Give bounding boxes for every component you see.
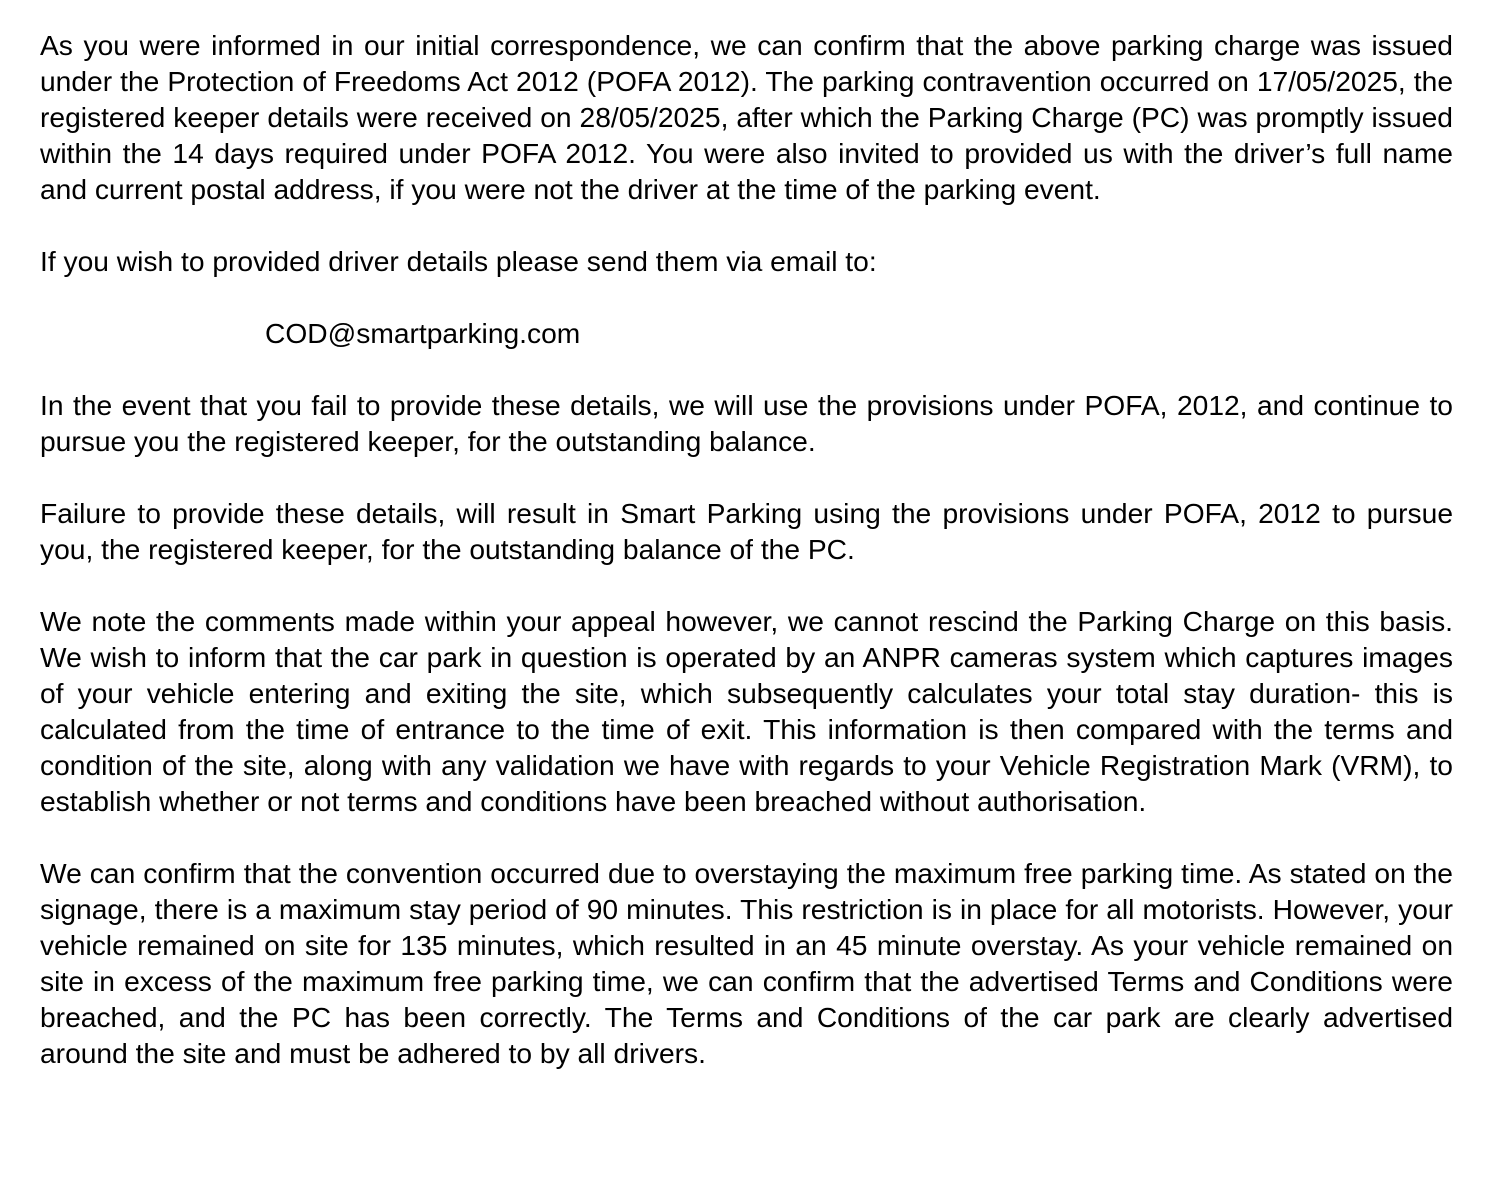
paragraph-driver-details-request: If you wish to provided driver details please send them via email to: bbox=[40, 245, 877, 277]
paragraph-failure-provisions: In the event that you fail to provide these details, we will use the provisions under POFA, 2012, and continue to pursue you the registered keeper, for the outstanding balance. bbox=[40, 389, 1453, 457]
paragraph-appeal-response: We note the comments made within your appeal however, we cannot rescind the Parking Charge on this basis. We wish to inform that the car park in question is operated by an ANPR cameras system which captures images of your vehicle entering and exiting the site, which subsequently calculates your total stay duration- this is calculated from the time of entrance to the time of exit. This information is then compared with the terms and condition of the site, along with any validation we have with regards to your Vehicle Registration Mark (VRM), to establish whether or not terms and conditions have been breached without authorisation. bbox=[40, 605, 1453, 817]
email-address[interactable]: COD@smartparking.com bbox=[265, 317, 581, 349]
paragraph-failure-result: Failure to provide these details, will result in Smart Parking using the provisions under POFA, 2012 to pursue you, the registered keeper, for the outstanding balance of the PC. bbox=[40, 497, 1453, 565]
paragraph-overstay-confirmation: We can confirm that the convention occurred due to overstaying the maximum free parking time. As stated on the signage, there is a maximum stay period of 90 minutes. This restriction is in place for all motorists. However, your vehicle remained on site for 135 minutes, which resulted in an 45 minute overstay. As your vehicle remained on site in excess of the maximum free parking time, we can confirm that the advertised Terms and Conditions were breached, and the PC has been correctly. The Terms and Conditions of the car park are clearly advertised around the site and must be adhered to by all drivers. bbox=[40, 857, 1453, 1069]
letter-body bbox=[40, 27, 1453, 1071]
paragraph-pofa-notice: As you were informed in our initial correspondence, we can confirm that the above parking charge was issued under the Protection of Freedoms Act 2012 (POFA 2012). The parking contravention occurred on 17/05/2025, the registered keeper details were received on 28/05/2025, after which the Parking Charge (PC) was promptly issued within the 14 days required under POFA 2012. You were also invited to provided us with the driver’s full name and current postal address, if you were not the driver at the time of the parking event. bbox=[40, 29, 1453, 205]
